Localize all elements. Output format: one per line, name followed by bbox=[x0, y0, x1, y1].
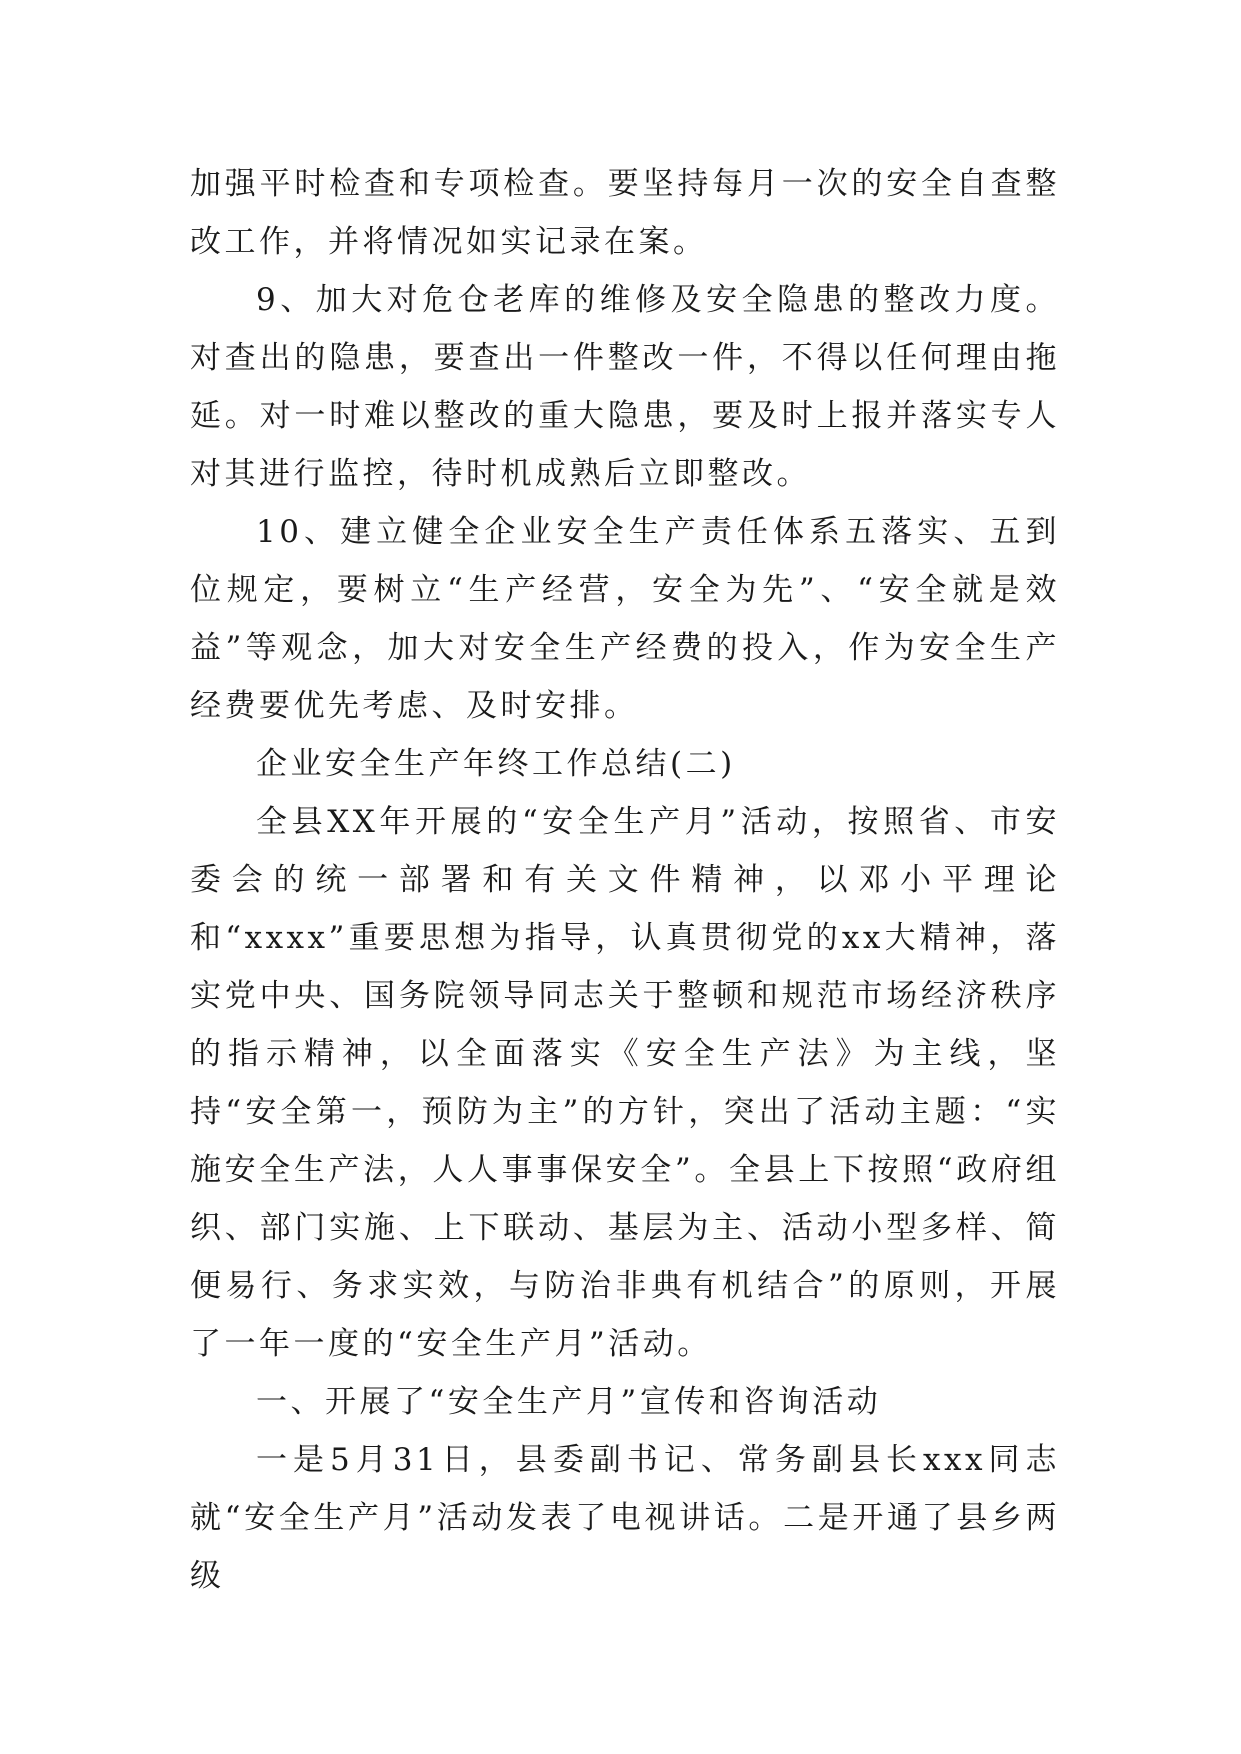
paragraph-continuation: 加强平时检查和专项检查。要坚持每月一次的安全自查整改工作，并将情况如实记录在案。 bbox=[190, 166, 1060, 260]
section-heading-1: 一、开展了“安全生产月”宣传和咨询活动 bbox=[256, 1384, 882, 1420]
section-title: 企业安全生产年终工作总结(二) bbox=[256, 746, 736, 782]
document-body bbox=[190, 155, 1060, 1605]
paragraph-section-1-body: 一是5月31日，县委副书记、常务副县长xxx同志就“安全生产月”活动发表了电视讲话。二是开通了县乡两级 bbox=[190, 1442, 1060, 1594]
paragraph-item-10: 10、建立健全企业安全生产责任体系五落实、五到位规定，要树立“生产经营，安全为先”、“安全就是效益”等观念，加大对安全生产经费的投入，作为安全生产经费要优先考虑、及时安排。 bbox=[190, 514, 1060, 724]
paragraph-item-9: 9、加大对危仓老库的维修及安全隐患的整改力度。对查出的隐患，要查出一件整改一件，不得以任何理由拖延。对一时难以整改的重大隐患，要及时上报并落实专人对其进行监控，待时机成熟后立即整改。 bbox=[190, 282, 1060, 492]
paragraph-intro: 全县XX年开展的“安全生产月”活动，按照省、市安委会的统一部署和有关文件精神，以邓小平理论和“xxxx”重要思想为指导，认真贯彻党的xx大精神，落实党中央、国务院领导同志关于整顿和规范市场经济秩序的指示精神，以全面落实《安全生产法》为主线，坚持“安全第一，预防为主”的方针，突出了活动主题：“实施安全生产法，人人事事保安全”。全县上下按照“政府组织、部门实施、上下联动、基层为主、活动小型多样、简便易行、务求实效，与防治非典有机结合”的原则，开展了一年一度的“安全生产月”活动。 bbox=[190, 804, 1060, 1362]
